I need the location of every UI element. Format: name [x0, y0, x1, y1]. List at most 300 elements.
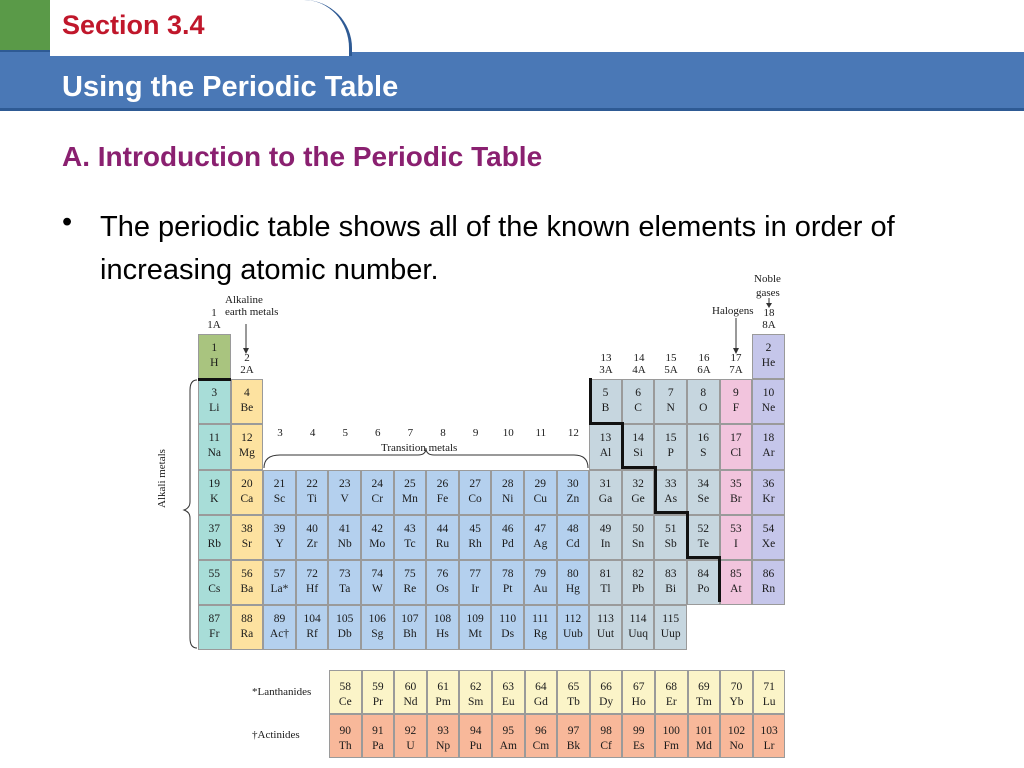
atomic-number: 43	[404, 522, 416, 535]
element-cell-gd	[525, 670, 558, 714]
element-symbol: Cf	[600, 740, 612, 752]
element-symbol: Ni	[501, 492, 514, 505]
atomic-number: 60	[404, 681, 417, 693]
element-cell-in	[589, 515, 622, 560]
slide-title: Using the Periodic Table	[62, 71, 399, 103]
element-cell-eu	[492, 670, 525, 714]
element-symbol: Ca	[240, 492, 254, 505]
element-symbol: Uub	[562, 628, 583, 641]
group-18-label: 18 8A	[762, 307, 776, 331]
element-symbol: Ar	[762, 447, 775, 460]
content-heading: A. Introduction to the Periodic Table	[62, 141, 543, 172]
element-cell-sg	[361, 605, 394, 650]
element-cell-ds	[491, 605, 524, 650]
element-cell-tm	[688, 670, 721, 714]
element-symbol: Ce	[338, 696, 352, 708]
atomic-number: 66	[600, 681, 612, 693]
atomic-number: 90	[339, 725, 352, 737]
atomic-number: 13	[599, 432, 612, 445]
element-cell-lr	[753, 714, 786, 758]
element-symbol: C	[634, 402, 642, 415]
element-symbol: Th	[338, 740, 352, 752]
element-cell-po	[687, 560, 720, 605]
element-symbol: Ta	[339, 583, 351, 595]
element-cell-o	[687, 379, 720, 424]
atomic-number: 82	[632, 568, 644, 580]
element-symbol: Uuq	[628, 628, 648, 641]
element-cell-os	[426, 560, 459, 605]
element-symbol: H	[210, 357, 219, 369]
atomic-number: 77	[469, 568, 481, 580]
element-symbol: Rg	[533, 628, 547, 641]
element-symbol: Ge	[631, 492, 645, 505]
atomic-number: 36	[762, 477, 775, 490]
atomic-number: 101	[695, 725, 713, 737]
atomic-number: 89	[273, 613, 286, 626]
actinides-label: †Actinides	[252, 729, 300, 741]
element-cell-re	[394, 560, 427, 605]
atomic-number: 21	[273, 477, 286, 490]
element-cell-sm	[459, 670, 492, 714]
element-cell-ir	[459, 560, 492, 605]
element-symbol: Po	[697, 583, 710, 595]
atomic-number: 33	[664, 477, 677, 490]
element-cell-no	[720, 714, 753, 758]
element-symbol: Zr	[306, 537, 318, 550]
group-7-label: 7	[407, 427, 414, 439]
element-cell-pd	[491, 515, 524, 560]
atomic-number: 18	[762, 432, 775, 445]
element-cell-ti	[296, 470, 329, 515]
element-symbol: Ds	[501, 628, 515, 641]
element-symbol: In	[600, 537, 611, 550]
atomic-number: 38	[241, 522, 253, 535]
element-cell-md	[688, 714, 721, 758]
atomic-number: 30	[567, 477, 579, 490]
group-16-label: 16 6A	[697, 352, 711, 376]
element-cell-th	[329, 714, 362, 758]
element-symbol: Lu	[762, 696, 776, 708]
element-symbol: P	[667, 447, 674, 460]
element-symbol: Tc	[404, 537, 416, 550]
element-cell-zn	[557, 470, 590, 515]
atomic-number: 46	[501, 522, 514, 535]
element-symbol: Al	[599, 447, 612, 460]
atomic-number: 81	[599, 568, 612, 580]
atomic-number: 91	[372, 725, 384, 737]
atomic-number: 102	[727, 725, 746, 737]
element-symbol: Si	[633, 447, 643, 460]
atomic-number: 71	[763, 681, 775, 693]
element-cell-yb	[720, 670, 753, 714]
element-cell-db	[328, 605, 361, 650]
element-cell-uuq	[622, 605, 655, 650]
atomic-number: 28	[501, 477, 514, 490]
element-cell-hf	[296, 560, 329, 605]
atomic-number: 4	[244, 387, 250, 400]
element-symbol: Nb	[337, 537, 352, 550]
element-cell-h	[198, 334, 231, 379]
element-cell-sr	[231, 515, 264, 560]
element-symbol: Tm	[695, 696, 712, 708]
element-symbol: Tb	[567, 696, 580, 708]
alkali-metals-label: Alkali metals	[156, 449, 168, 508]
element-symbol: Lr	[763, 740, 775, 752]
atomic-number: 65	[567, 681, 580, 693]
element-symbol: W	[371, 583, 383, 595]
group-5-label: 5	[342, 427, 348, 439]
element-symbol: Fr	[209, 628, 220, 641]
element-symbol: Zn	[566, 492, 580, 505]
atomic-number: 96	[535, 725, 547, 737]
element-cell-rh	[459, 515, 492, 560]
atomic-number: 5	[602, 387, 609, 400]
element-cell-nd	[394, 670, 427, 714]
group-8-label: 8	[440, 427, 446, 439]
element-cell-np	[427, 714, 460, 758]
element-cell-w	[361, 560, 394, 605]
element-symbol: Ag	[533, 537, 548, 550]
element-cell-mo	[361, 515, 394, 560]
atomic-number: 35	[730, 477, 742, 490]
element-symbol: N	[666, 402, 675, 415]
atomic-number: 58	[339, 681, 352, 693]
element-cell-zr	[296, 515, 329, 560]
element-symbol: Re	[403, 583, 417, 595]
element-cell-ni	[491, 470, 524, 515]
atomic-number: 27	[469, 477, 481, 490]
element-cell-rn	[752, 560, 785, 605]
element-cell-nb	[328, 515, 361, 560]
element-symbol: Gd	[533, 696, 548, 708]
atomic-number: 70	[730, 681, 743, 693]
element-symbol: Kr	[762, 492, 775, 505]
element-symbol: Sr	[241, 537, 252, 550]
group-4-label: 4	[309, 427, 316, 439]
element-cell-cf	[590, 714, 623, 758]
element-cell-co	[459, 470, 492, 515]
atomic-number: 106	[368, 613, 386, 626]
staircase-divider	[718, 556, 721, 602]
atomic-number: 115	[662, 613, 680, 626]
staircase-divider	[654, 511, 688, 514]
element-cell-bi	[654, 560, 687, 605]
element-symbol: Fe	[436, 492, 449, 505]
atomic-number: 92	[404, 725, 417, 737]
atomic-number: 105	[336, 613, 354, 626]
element-cell-n	[654, 379, 687, 424]
atomic-number: 45	[469, 522, 481, 535]
atomic-number: 12	[241, 432, 253, 445]
atomic-number: 84	[697, 568, 710, 580]
element-cell-pb	[622, 560, 655, 605]
element-cell-ac	[263, 605, 296, 650]
element-symbol: Se	[697, 492, 710, 505]
element-cell-ga	[589, 470, 622, 515]
element-symbol: Bi	[665, 583, 677, 595]
element-cell-dy	[590, 670, 623, 714]
element-cell-f	[720, 379, 753, 424]
element-cell-pt	[491, 560, 524, 605]
element-cell-k	[198, 470, 231, 515]
atomic-number: 110	[499, 613, 517, 626]
element-cell-rb	[198, 515, 231, 560]
element-cell-mt	[459, 605, 492, 650]
element-cell-cu	[524, 470, 557, 515]
atomic-number: 11	[208, 432, 220, 445]
atomic-number: 75	[404, 568, 416, 580]
element-symbol: Ir	[471, 583, 479, 595]
group-13-label: 13 3A	[599, 352, 613, 376]
element-symbol: Hf	[306, 583, 319, 595]
atomic-number: 62	[469, 681, 482, 693]
atomic-number: 3	[211, 387, 218, 400]
atomic-number: 2	[765, 342, 772, 354]
atomic-number: 78	[501, 568, 514, 580]
element-cell-mn	[394, 470, 427, 515]
element-cell-cl	[720, 424, 753, 469]
element-cell-ag	[524, 515, 557, 560]
element-cell-fe	[426, 470, 459, 515]
section-label: Section 3.4	[62, 10, 205, 40]
element-cell-ho	[622, 670, 655, 714]
element-symbol: O	[699, 402, 708, 415]
element-symbol: Ru	[435, 537, 450, 550]
element-symbol: Uut	[596, 628, 615, 641]
element-symbol: Bh	[403, 628, 417, 641]
element-cell-se	[687, 470, 720, 515]
atomic-number: 16	[697, 432, 710, 445]
atomic-number: 93	[437, 725, 449, 737]
staircase-divider	[198, 378, 231, 381]
atomic-number: 74	[371, 568, 384, 580]
atomic-number: 79	[534, 568, 547, 580]
atomic-number: 98	[600, 725, 612, 737]
element-cell-rg	[524, 605, 557, 650]
bullet-glyph: •	[62, 206, 73, 238]
atomic-number: 107	[401, 613, 419, 626]
element-cell-te	[687, 515, 720, 560]
element-symbol: Am	[499, 740, 517, 752]
element-symbol: Be	[240, 402, 254, 415]
element-cell-at	[720, 560, 753, 605]
element-symbol: Te	[697, 537, 709, 550]
element-cell-uub	[557, 605, 590, 650]
atomic-number: 111	[532, 613, 549, 626]
atomic-number: 100	[662, 725, 680, 737]
group-15-label: 15 5A	[664, 352, 678, 376]
group-6-label: 6	[375, 427, 381, 439]
group-3-label: 3	[277, 427, 283, 439]
atomic-number: 39	[273, 522, 286, 535]
atomic-number: 108	[433, 613, 452, 626]
element-cell-he	[752, 334, 785, 379]
atomic-number: 64	[535, 681, 547, 693]
element-symbol: Os	[436, 583, 449, 595]
element-symbol: Mt	[468, 628, 482, 641]
element-symbol: V	[340, 492, 349, 505]
element-symbol: Sb	[664, 537, 677, 550]
element-cell-b	[589, 379, 622, 424]
atomic-number: 22	[306, 477, 318, 490]
element-cell-ca	[231, 470, 264, 515]
element-symbol: Ra	[240, 628, 254, 641]
element-symbol: Sm	[468, 696, 484, 708]
atomic-number: 26	[436, 477, 449, 490]
atomic-number: 54	[762, 522, 775, 535]
staircase-divider	[589, 422, 623, 425]
element-symbol: Uup	[660, 628, 681, 641]
atomic-number: 34	[697, 477, 710, 490]
element-symbol: Es	[632, 740, 645, 752]
element-cell-tl	[589, 560, 622, 605]
alkaline-earth-label-line-2: earth metals	[225, 306, 279, 318]
element-cell-u	[394, 714, 427, 758]
halogens-label: Halogens	[712, 305, 754, 317]
atomic-number: 19	[208, 477, 221, 490]
element-symbol: Eu	[501, 696, 515, 708]
group-9-label: 9	[472, 427, 479, 439]
element-symbol: Na	[207, 447, 221, 460]
transition-metals-label: Transition metals	[381, 442, 458, 454]
atomic-number: 113	[597, 613, 614, 626]
atomic-number: 23	[338, 477, 351, 490]
atomic-number: 56	[241, 568, 253, 580]
element-cell-as	[654, 470, 687, 515]
element-symbol: Cd	[566, 537, 580, 550]
element-cell-sc	[263, 470, 296, 515]
element-cell-fm	[655, 714, 688, 758]
element-cell-ba	[231, 560, 264, 605]
element-cell-xe	[752, 515, 785, 560]
atomic-number: 83	[664, 568, 677, 580]
element-cell-er	[655, 670, 688, 714]
group-2-label: 2 2A	[240, 352, 254, 376]
element-symbol: Sn	[632, 537, 645, 550]
element-cell-si	[622, 424, 655, 469]
element-cell-ar	[752, 424, 785, 469]
element-cell-ne	[752, 379, 785, 424]
atomic-number: 57	[273, 568, 286, 580]
element-symbol: Pm	[435, 696, 451, 708]
staircase-divider	[654, 466, 657, 513]
noble-gases-label-line-2: gases	[756, 287, 780, 299]
group-14-label: 14 4A	[632, 352, 646, 376]
atomic-number: 50	[632, 522, 644, 535]
atomic-number: 6	[635, 387, 641, 400]
atomic-number: 20	[241, 477, 253, 490]
element-symbol: He	[761, 357, 776, 369]
atomic-number: 55	[208, 568, 221, 580]
atomic-number: 7	[667, 387, 674, 400]
element-cell-br	[720, 470, 753, 515]
element-symbol: Pb	[632, 583, 645, 595]
atomic-number: 40	[306, 522, 318, 535]
element-symbol: Au	[533, 583, 548, 595]
atomic-number: 80	[567, 568, 579, 580]
element-cell-lu	[753, 670, 786, 714]
atomic-number: 14	[632, 432, 644, 445]
atomic-number: 9	[733, 387, 739, 400]
element-cell-cr	[361, 470, 394, 515]
element-cell-kr	[752, 470, 785, 515]
atomic-number: 29	[534, 477, 547, 490]
element-symbol: As	[664, 492, 678, 505]
element-symbol: Rb	[207, 537, 221, 550]
bullet-text: The periodic table shows all of the known elements in order of increasing atomic number.	[100, 211, 895, 286]
element-symbol: S	[700, 447, 707, 460]
element-symbol: Li	[209, 402, 220, 415]
atomic-number: 48	[567, 522, 579, 535]
atomic-number: 76	[436, 568, 449, 580]
element-cell-c	[622, 379, 655, 424]
element-cell-au	[524, 560, 557, 605]
group-10-label: 10	[502, 427, 514, 439]
element-symbol: Fm	[663, 740, 679, 752]
element-symbol: Pd	[501, 537, 514, 550]
atomic-number: 87	[208, 613, 221, 626]
element-symbol: Cr	[371, 492, 384, 505]
element-cell-cm	[525, 714, 558, 758]
element-symbol: Er	[665, 696, 677, 708]
element-symbol: Ho	[631, 696, 646, 708]
staircase-divider	[589, 378, 592, 424]
element-cell-ru	[426, 515, 459, 560]
atomic-number: 49	[599, 522, 612, 535]
element-symbol: Ac†	[269, 628, 290, 641]
atomic-number: 67	[632, 681, 645, 693]
group-11-label: 11	[535, 427, 547, 439]
atomic-number: 37	[208, 522, 221, 535]
atomic-number: 24	[371, 477, 384, 490]
element-symbol: Hg	[565, 583, 580, 595]
element-symbol: Db	[337, 628, 352, 641]
element-symbol: Dy	[599, 696, 614, 708]
element-symbol: Rf	[306, 628, 318, 641]
element-symbol: B	[601, 402, 610, 415]
atomic-number: 99	[632, 725, 645, 737]
element-symbol: Xe	[761, 537, 776, 550]
element-cell-uut	[589, 605, 622, 650]
element-cell-ta	[328, 560, 361, 605]
element-cell-bk	[557, 714, 590, 758]
element-symbol: Cu	[533, 492, 547, 505]
element-symbol: Cl	[730, 447, 742, 460]
atomic-number: 15	[664, 432, 677, 445]
atomic-number: 86	[762, 568, 775, 580]
staircase-divider	[686, 511, 689, 558]
element-cell-li	[198, 379, 231, 424]
element-cell-rf	[296, 605, 329, 650]
atomic-number: 112	[564, 613, 582, 626]
element-symbol: Mg	[238, 447, 255, 460]
atomic-number: 59	[372, 681, 384, 693]
element-cell-pu	[459, 714, 492, 758]
atomic-number: 109	[466, 613, 484, 626]
atomic-number: 44	[436, 522, 449, 535]
element-cell-sn	[622, 515, 655, 560]
element-symbol: Mn	[401, 492, 418, 505]
atomic-number: 10	[762, 387, 775, 400]
atomic-number: 114	[629, 613, 647, 626]
element-symbol: Ba	[240, 583, 254, 595]
element-symbol: Cm	[532, 740, 550, 752]
staircase-divider	[621, 422, 624, 468]
atomic-number: 47	[534, 522, 547, 535]
element-symbol: Co	[468, 492, 482, 505]
element-symbol: At	[730, 583, 742, 595]
atomic-number: 51	[664, 522, 677, 535]
